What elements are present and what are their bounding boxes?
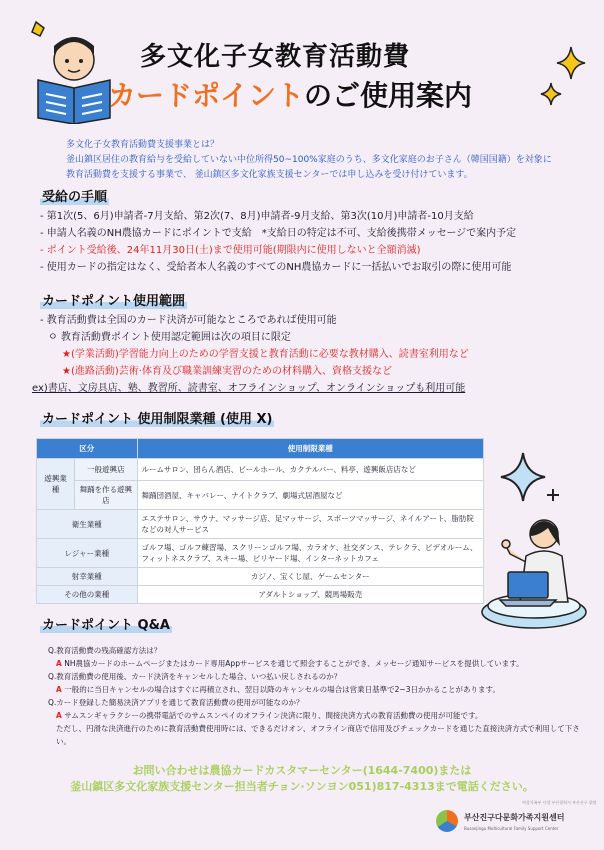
answer-mark: A: [56, 659, 62, 668]
table-row: [37, 510, 484, 539]
qa-question: Q.教育活動費の使用後、カード決済をキャンセルした場合、いつ払い戻しされるのか？: [48, 672, 342, 681]
table-cell: その他の業種: [37, 586, 138, 604]
table-cell: 舞踊を作る遊興店: [75, 481, 137, 510]
table-cell: 舞踊団酒屋、キャバレー、ナイトクラブ、劇場式居酒屋など: [137, 481, 483, 510]
list-item: ㅇ 教育活動費ポイント使用認定範囲は次の項目に限定: [48, 332, 291, 343]
page-subtitle: [108, 74, 472, 114]
title-highlight: カードポイント: [108, 79, 305, 112]
sparkle-icon: [500, 452, 546, 502]
section-heading-qa: カードポイント Q&A: [42, 618, 170, 633]
list-item: ex)書店、文房具店、塾、教習所、読書室、オフラインショップ、オンラインショップも利用可能: [32, 383, 466, 394]
section-heading-payment: 受給の手順: [42, 190, 108, 205]
table-cell: レジャー業種: [37, 539, 138, 568]
table-cell: 射幸業種: [37, 568, 138, 586]
list-item: - ポイント受給後、24年11月30日(土)まで使用可能(期限内に使用しないと全額消滅): [40, 245, 421, 256]
sparkle-icon: [556, 46, 586, 80]
restricted-table: [36, 438, 484, 604]
title-rest: のご使用案内: [304, 79, 473, 112]
table-row: [37, 459, 484, 481]
list-item: ★(学業活動)学習能力向上のための学習支援と教育活動に必要な教材購入、読書室利用など: [62, 349, 469, 360]
logo-name: 부산진구다문화가족지원센터: [464, 813, 565, 822]
answer-text: サムスンギャラクシーの携帯電話でのサムスンペイのオフライン決済に限り、間接決済方式の教育活動費の使用が可能です。: [64, 711, 483, 720]
list-item: - 申請人名義のNH農協カードにポイントで支給 *支給日の特定は不可、支給後携帯メッセージで案内予定: [40, 228, 517, 239]
list-item: - 第1次(5、6月)申請者-7月支給、第2次(7、8月)申請者-9月支給、第3次(10月)申請者-10月支給: [40, 211, 474, 222]
intro-line: 教育活動費を支援する事業で、 釜山鎮区多文化家族支援センターでは申し込みを受け付けています。: [66, 170, 473, 180]
table-cell: ゴルフ場、ゴルフ練習場、スクリーンゴルフ場、カラオケ、社交ダンス、テレクラ、ビデオルーム、フィットネスクラブ、スキー場、ビリヤード場、インターネットカフェ: [137, 539, 483, 568]
table-cell: 遊興業種: [37, 459, 75, 510]
list-item: ★(進路活動)芸術·体育及び職業訓練実習のための材料購入、資格支援など: [62, 366, 392, 377]
scope-list: [32, 312, 580, 397]
qa-question: Q.カード登録した簡易決済アプリを通じて教育活動費の使用が可能なのか？: [48, 698, 304, 707]
table-cell: 衛生業種: [37, 510, 138, 539]
section-heading-restricted: カードポイント 使用制限業種 (使用 X): [42, 412, 273, 427]
contact-line: お問い合わせは農協カードカスタマーセンター(1644-7400)または: [132, 764, 472, 777]
table-cell: 一般遊興店: [75, 459, 137, 481]
plus-icon: [546, 488, 560, 502]
table-row: [37, 568, 484, 586]
qa-answer: [48, 709, 588, 722]
intro-line: 釜山鎮区居住の教育給与を受給していない中位所得50~100%家庭のうち、多文化家庭のお子さん（韓国国籍）を対象に: [66, 155, 552, 165]
answer-mark: A: [56, 685, 62, 694]
payment-list: [40, 208, 580, 276]
table-cell: ルームサロン、団らん酒店、ビールホール、カクテルバー、料亭、遊興飯店店など: [137, 459, 483, 481]
table-row: [37, 586, 484, 604]
section-heading-scope: カードポイント使用範囲: [42, 294, 186, 309]
qa-answer: [48, 683, 588, 696]
table-header: 区分: [37, 439, 138, 459]
answer-text: 一般的に当日キャンセルの場合はすぐに再積立され、翌日以降のキャンセルの場合は営業日基準で2~3日かかることがあります。: [64, 685, 500, 694]
page-title: 多文化子女教育活動費: [140, 42, 411, 72]
logo-mark-icon: [436, 810, 458, 832]
table-header-row: [37, 439, 484, 459]
qa-note: ただし、円滑な決済進行のために教育活動費使用時には、できるだけオン、オフライン商店で信用及びチェックカードを通じた直接決済方式で利用して下さい。: [56, 724, 580, 746]
table-cell: アダルトショップ、競馬場販売: [137, 586, 483, 604]
table-cell: カジノ、宝くじ屋、ゲームセンター: [137, 568, 483, 586]
logo-caption: 여성가족부 사업 부산광역시 부산진구 위탁: [522, 800, 597, 805]
intro-text: [66, 138, 576, 183]
person-laptop-illustration: [478, 506, 590, 632]
answer-text: NH農協カードのホームページまたはカード専用Appサービスを通じて照会することができ、メッセージ通知サービスを提供しています。: [64, 659, 524, 668]
table-row: [37, 539, 484, 568]
table-cell: エステサロン、サウナ、マッサージ店、足マッサージ、スポーツマッサージ、ネイルアート、脂肪院などの対人サービス: [137, 510, 483, 539]
list-item: - 使用カードの指定はなく、受給者本人名義のすべてのNH農協カードに一括払いでお取引の際に使用可能: [40, 262, 512, 273]
contact-line: 釜山鎮区多文化家族支援センター担当者チョン·ソンヨン051)817-4313まで電話ください。: [70, 780, 534, 793]
answer-mark: A: [56, 711, 62, 720]
qa-question: Q.教育活動費の残高確認方法は？: [48, 646, 162, 655]
list-item: - 教育活動費は全国のカード決済が可能なところであれば使用可能: [40, 315, 337, 326]
table-row: [37, 481, 484, 510]
center-logo: [428, 800, 597, 842]
qa-list: [48, 644, 588, 748]
sparkle-icon: [540, 82, 562, 106]
qa-answer: [48, 657, 588, 670]
table-header: 使用制限業種: [137, 439, 483, 459]
logo-subtitle: Busanjingu Multicultural Family Support Center: [464, 826, 559, 831]
intro-line: 多文化子女教育活動費支援事業とは？: [66, 140, 220, 150]
